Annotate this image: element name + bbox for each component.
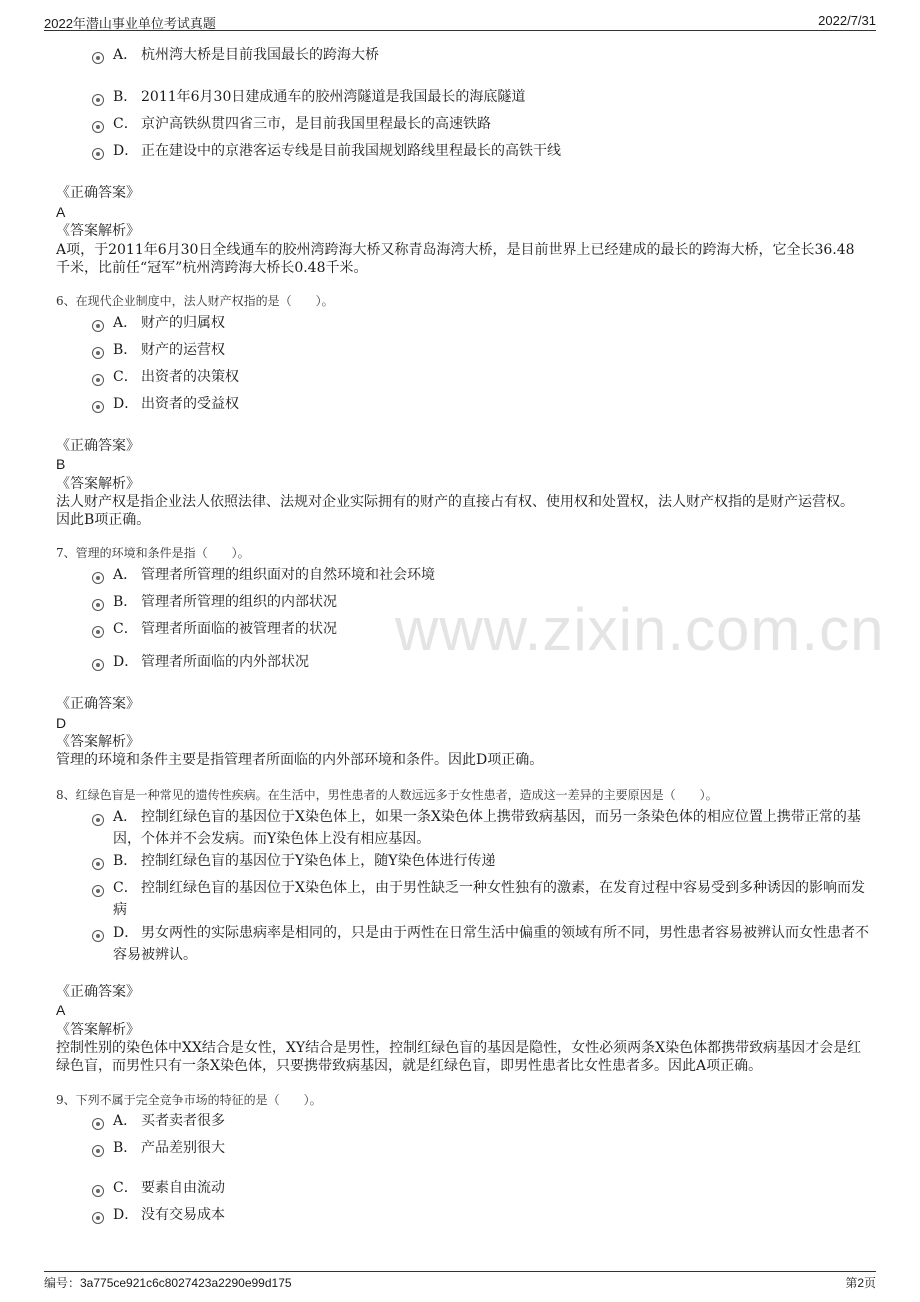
- q8-option-a[interactable]: A． 控制红绿色盲的基因位于X染色体上，如果一条X染色体上携带致病基因，而另一条染色体的相应位置上携带正常的基因，个体并不会发病。而Y染色体上没有相应基因。: [92, 806, 872, 850]
- radio-icon[interactable]: [92, 401, 104, 413]
- radio-icon[interactable]: [92, 626, 104, 638]
- radio-icon[interactable]: [92, 885, 104, 897]
- q7-option-a[interactable]: A． 管理者所管理的组织面对的自然环境和社会环境: [92, 564, 872, 586]
- radio-icon[interactable]: [92, 347, 104, 359]
- radio-icon[interactable]: [92, 374, 104, 386]
- page-header: [44, 12, 876, 31]
- q6-option-b[interactable]: B． 财产的运营权: [92, 339, 872, 361]
- analysis-label: 《答案解析》: [56, 1022, 140, 1038]
- q8-option-b[interactable]: B． 控制红绿色盲的基因位于Y染色体上，随Y染色体进行传递: [92, 850, 872, 872]
- analysis-label: 《答案解析》: [56, 223, 140, 239]
- radio-icon[interactable]: [92, 930, 104, 942]
- q5-option-d[interactable]: D． 正在建设中的京港客运专线是目前我国规划路线里程最长的高铁干线: [92, 140, 872, 162]
- q8-answer: A: [56, 1002, 66, 1018]
- q9-option-c[interactable]: C． 要素自由流动: [92, 1177, 872, 1199]
- correct-answer-label: 《正确答案》: [56, 984, 140, 1000]
- q7-question: 7、管理的环境和条件是指（ ）。: [56, 546, 250, 560]
- correct-answer-label: 《正确答案》: [56, 185, 140, 201]
- q5-answer: A: [56, 204, 66, 220]
- q6-option-d[interactable]: D． 出资者的受益权: [92, 393, 872, 415]
- q7-option-b[interactable]: B． 管理者所管理的组织的内部状况: [92, 591, 872, 613]
- q8-option-c[interactable]: C． 控制红绿色盲的基因位于X染色体上，由于男性缺乏一种女性独有的激素，在发育过程中容易受到多种诱因的影响而发病: [92, 877, 872, 921]
- q9-question: 9、下列不属于完全竞争市场的特征的是（ ）。: [56, 1093, 322, 1107]
- radio-icon[interactable]: [92, 1145, 104, 1157]
- radio-icon[interactable]: [92, 858, 104, 870]
- q8-option-d[interactable]: D． 男女两性的实际患病率是相同的，只是由于两性在日常生活中偏重的领域有所不同，男性患者容易被辨认而女性患者不容易被辨认。: [92, 922, 872, 966]
- q5-option-a[interactable]: A． 杭州湾大桥是目前我国最长的跨海大桥: [92, 44, 872, 66]
- page-number: 第2页: [845, 1276, 876, 1290]
- radio-icon[interactable]: [92, 572, 104, 584]
- q8-analysis: 控制性别的染色体中XX结合是女性，XY结合是男性，控制红绿色盲的基因是隐性，女性必须两条X染色体都携带致病基因才会是红绿色盲，而男性只有一条X染色体，只要携带致病基因，就是红绿色盲，即男性患者比女性患者多。因此A项正确。: [56, 1040, 862, 1074]
- correct-answer-label: 《正确答案》: [56, 696, 140, 712]
- radio-icon[interactable]: [92, 599, 104, 611]
- q9-option-b[interactable]: B． 产品差别很大: [92, 1137, 872, 1159]
- analysis-label: 《答案解析》: [56, 476, 140, 492]
- radio-icon[interactable]: [92, 1118, 104, 1130]
- watermark: www.zixin.com.cn: [395, 596, 885, 663]
- document-title: 2022年潜山事业单位考试真题: [44, 16, 216, 31]
- page-footer: [44, 1271, 876, 1294]
- q7-analysis: 管理的环境和条件主要是指管理者所面临的内外部环境和条件。因此D项正确。: [56, 752, 544, 768]
- q6-option-c[interactable]: C． 出资者的决策权: [92, 366, 872, 388]
- q6-answer: B: [56, 456, 66, 472]
- radio-icon[interactable]: [92, 52, 104, 64]
- q6-option-a[interactable]: A． 财产的归属权: [92, 312, 872, 334]
- q6-question: 6、在现代企业制度中，法人财产权指的是（ ）。: [56, 294, 334, 308]
- q6-analysis: 法人财产权是指企业法人依照法律、法规对企业实际拥有的财产的直接占有权、使用权和处置权，法人财产权指的是财产运营权。因此B项正确。: [56, 494, 854, 528]
- radio-icon[interactable]: [92, 320, 104, 332]
- radio-icon[interactable]: [92, 1185, 104, 1197]
- radio-icon[interactable]: [92, 148, 104, 160]
- q7-option-d[interactable]: D． 管理者所面临的内外部状况: [92, 651, 872, 673]
- correct-answer-label: 《正确答案》: [56, 438, 140, 454]
- q5-option-b[interactable]: B． 2011年6月30日建成通车的胶州湾隧道是我国最长的海底隧道: [92, 86, 872, 108]
- radio-icon[interactable]: [92, 121, 104, 133]
- radio-icon[interactable]: [92, 1212, 104, 1224]
- analysis-label: 《答案解析》: [56, 734, 140, 750]
- q8-question: 8、红绿色盲是一种常见的遗传性疾病。在生活中，男性患者的人数远远多于女性患者，造成这一差异的主要原因是（ ）。: [56, 788, 718, 802]
- q5-option-c[interactable]: C． 京沪高铁纵贯四省三市，是目前我国里程最长的高速铁路: [92, 113, 872, 135]
- q9-option-a[interactable]: A． 买者卖者很多: [92, 1110, 872, 1132]
- document-id: 编号：3a775ce921c6c8027423a2290e99d175: [44, 1276, 292, 1290]
- q7-answer: D: [56, 715, 67, 731]
- radio-icon[interactable]: [92, 659, 104, 671]
- radio-icon[interactable]: [92, 94, 104, 106]
- q7-option-c[interactable]: C． 管理者所面临的被管理者的状况: [92, 618, 872, 640]
- document-date: 2022/7/31: [818, 13, 876, 28]
- radio-icon[interactable]: [92, 814, 104, 826]
- q9-option-d[interactable]: D． 没有交易成本: [92, 1204, 872, 1226]
- q5-analysis: A项，于2011年6月30日全线通车的胶州湾跨海大桥又称青岛海湾大桥，是目前世界上已经建成的最长的跨海大桥，它全长36.48千米，比前任“冠军”杭州湾跨海大桥长0.48千米。: [56, 242, 855, 276]
